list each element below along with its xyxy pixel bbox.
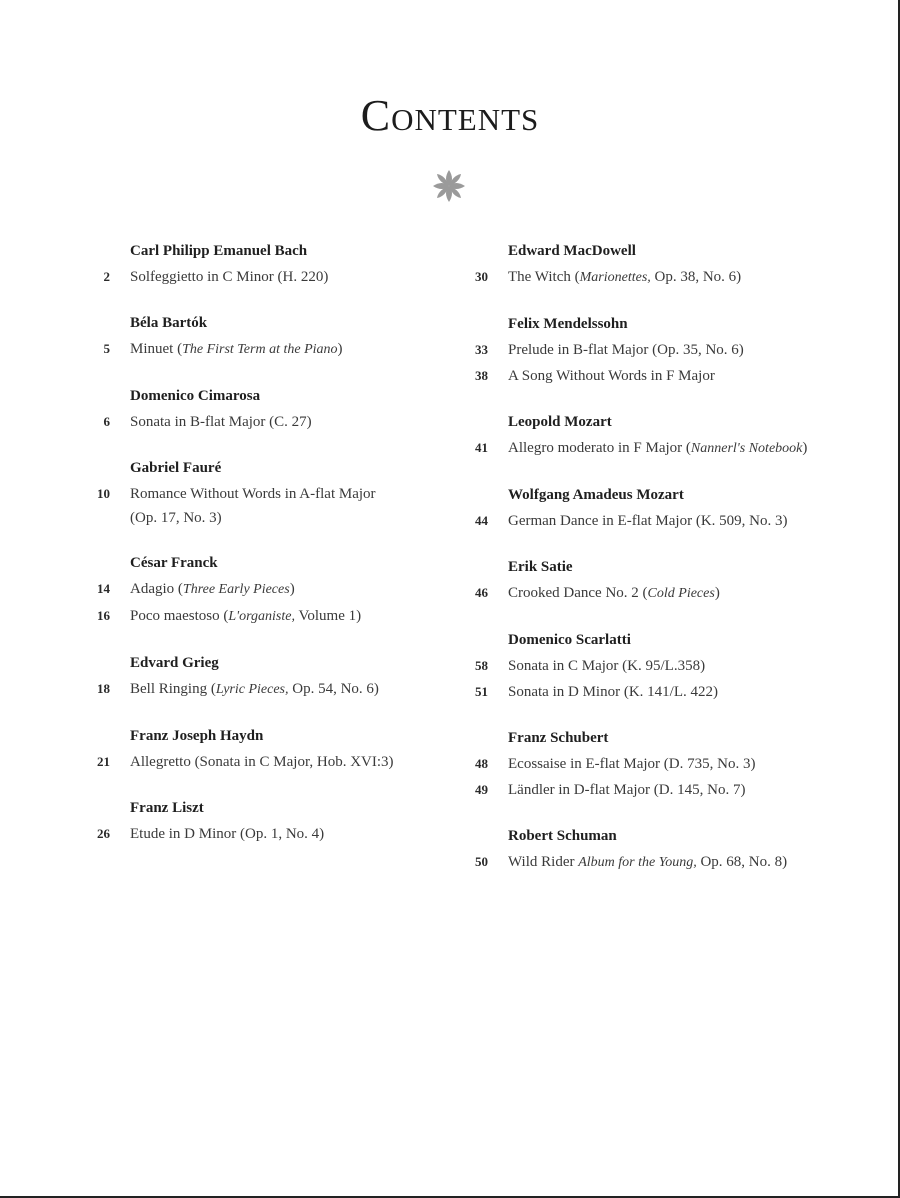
composer-name: Franz Joseph Haydn bbox=[130, 728, 264, 744]
piece-collection-title: Cold Pieces bbox=[647, 586, 715, 601]
piece-entry bbox=[86, 481, 486, 530]
composer-section bbox=[86, 795, 486, 847]
composer-section bbox=[86, 455, 486, 530]
piece-entry bbox=[464, 264, 864, 291]
piece-title-text: Romance Without Words in A-flat Major bbox=[130, 486, 376, 502]
composer-name: César Franck bbox=[130, 555, 218, 571]
piece-title-suffix: ) bbox=[289, 581, 295, 597]
piece-title-suffix: Op. 68, No. 8) bbox=[696, 854, 788, 870]
page-number: 33 bbox=[475, 342, 488, 357]
piece-title bbox=[130, 676, 379, 703]
piece-title bbox=[508, 580, 720, 607]
piece-collection-title: The First Term at the Piano bbox=[182, 342, 338, 357]
piece-title-suffix: Op. 54, No. 6) bbox=[288, 681, 379, 697]
composer-section bbox=[86, 310, 486, 363]
piece-entry bbox=[464, 653, 864, 679]
piece-title bbox=[508, 337, 744, 363]
piece-title-suffix: ) bbox=[802, 440, 808, 456]
piece-title-text: Solfeggietto in C Minor (H. 220) bbox=[130, 269, 329, 285]
piece-title bbox=[130, 749, 394, 775]
piece-title bbox=[508, 435, 807, 462]
piece-title-suffix: Volume 1) bbox=[294, 608, 362, 624]
page-number: 5 bbox=[103, 341, 110, 356]
piece-entry bbox=[464, 337, 864, 363]
piece-title bbox=[130, 821, 324, 847]
composer-section bbox=[86, 723, 486, 775]
composer-section bbox=[464, 627, 864, 705]
piece-entry bbox=[86, 336, 486, 363]
page-number: 21 bbox=[97, 754, 110, 769]
piece-collection-title: Nannerl's Notebook bbox=[690, 441, 803, 456]
composer-name: Gabriel Fauré bbox=[130, 460, 222, 476]
piece-entry bbox=[86, 409, 486, 435]
composer-name: Leopold Mozart bbox=[508, 414, 612, 430]
contents-column-left bbox=[86, 238, 486, 867]
page-title: Contents bbox=[360, 91, 540, 140]
leaf-ornament-icon bbox=[429, 166, 469, 206]
piece-collection-title: Album for the Young, bbox=[578, 855, 697, 870]
piece-entry bbox=[86, 821, 486, 847]
piece-title bbox=[130, 576, 295, 603]
composer-section bbox=[86, 650, 486, 703]
page-number: 46 bbox=[475, 585, 488, 600]
piece-title-text: Allegretto (Sonata in C Major, Hob. XVI:3) bbox=[130, 754, 394, 770]
composer-name: Béla Bartók bbox=[130, 315, 208, 331]
piece-title bbox=[130, 603, 361, 630]
piece-title-text: Sonata in D Minor (K. 141/L. 422) bbox=[508, 684, 718, 700]
piece-entry bbox=[86, 576, 486, 603]
piece-title-text: A Song Without Words in F Major bbox=[508, 368, 715, 384]
composer-name: Carl Philipp Emanuel Bach bbox=[130, 243, 308, 259]
piece-title-text: Bell Ringing ( bbox=[130, 681, 216, 697]
page-number: 30 bbox=[475, 269, 488, 284]
composer-section bbox=[464, 725, 864, 803]
composer-name: Wolfgang Amadeus Mozart bbox=[508, 487, 684, 503]
piece-title-text: Ländler in D-flat Major (D. 145, No. 7) bbox=[508, 782, 746, 798]
page-number: 50 bbox=[475, 854, 488, 869]
piece-title bbox=[130, 264, 328, 290]
composer-section bbox=[86, 550, 486, 630]
piece-title-text: Sonata in B-flat Major (C. 27) bbox=[130, 414, 312, 430]
piece-entry bbox=[464, 435, 864, 462]
piece-title bbox=[130, 481, 376, 530]
piece-title-suffix: Op. 38, No. 6) bbox=[650, 269, 742, 285]
piece-entry bbox=[464, 580, 864, 607]
piece-title-text: Etude in D Minor (Op. 1, No. 4) bbox=[130, 826, 325, 842]
piece-title-text: The Witch ( bbox=[508, 269, 580, 285]
composer-name: Robert Schuman bbox=[508, 828, 617, 844]
page-number: 16 bbox=[97, 608, 110, 623]
composer-name: Domenico Cimarosa bbox=[130, 388, 261, 404]
page-number: 26 bbox=[97, 826, 110, 841]
page-number: 48 bbox=[475, 756, 488, 771]
piece-title-text: Ecossaise in E-flat Major (D. 735, No. 3) bbox=[508, 756, 756, 772]
piece-title bbox=[508, 264, 741, 291]
piece-title bbox=[508, 653, 705, 679]
composer-section bbox=[464, 482, 864, 534]
page-number: 38 bbox=[475, 368, 488, 383]
piece-title bbox=[508, 777, 745, 803]
piece-entry bbox=[464, 751, 864, 777]
page-number: 49 bbox=[475, 782, 488, 797]
page-number: 51 bbox=[475, 684, 488, 699]
composer-section bbox=[464, 823, 864, 876]
composer-name: Franz Liszt bbox=[130, 800, 204, 816]
piece-entry bbox=[86, 264, 486, 290]
piece-title bbox=[508, 508, 788, 534]
page-number: 10 bbox=[97, 486, 110, 501]
composer-section bbox=[86, 383, 486, 435]
composer-name: Felix Mendelssohn bbox=[508, 316, 628, 332]
page-number: 41 bbox=[475, 440, 488, 455]
piece-title-text: Adagio ( bbox=[130, 581, 183, 597]
composer-section bbox=[464, 238, 864, 291]
piece-entry bbox=[464, 849, 864, 876]
composer-name: Franz Schubert bbox=[508, 730, 609, 746]
piece-entry bbox=[86, 603, 486, 630]
composer-section bbox=[86, 238, 486, 290]
piece-title-suffix: ) bbox=[714, 585, 720, 601]
contents-column-right bbox=[464, 238, 864, 896]
page-number: 2 bbox=[103, 269, 110, 284]
piece-title-continued: (Op. 17, No. 3) bbox=[130, 510, 222, 526]
composer-section bbox=[464, 409, 864, 462]
piece-title-suffix: ) bbox=[337, 341, 343, 357]
page-number: 44 bbox=[475, 513, 488, 528]
composer-name: Edward MacDowell bbox=[508, 243, 636, 259]
piece-title-text: Prelude in B-flat Major (Op. 35, No. 6) bbox=[508, 342, 744, 358]
piece-title bbox=[508, 849, 787, 876]
piece-title-text: Minuet ( bbox=[130, 341, 183, 357]
page-number: 18 bbox=[97, 681, 110, 696]
piece-collection-title: L'organiste, bbox=[228, 609, 295, 624]
piece-title bbox=[130, 409, 312, 435]
composer-name: Erik Satie bbox=[508, 559, 573, 575]
piece-title bbox=[130, 336, 343, 363]
piece-title-text: German Dance in E-flat Major (K. 509, No. 3) bbox=[508, 513, 788, 529]
piece-entry bbox=[464, 363, 864, 389]
piece-entry bbox=[464, 679, 864, 705]
piece-entry bbox=[464, 777, 864, 803]
piece-collection-title: Lyric Pieces, bbox=[215, 682, 289, 697]
piece-title bbox=[508, 679, 718, 705]
page-number: 58 bbox=[475, 658, 488, 673]
piece-collection-title: Marionettes, bbox=[579, 270, 651, 285]
piece-title bbox=[508, 751, 755, 777]
piece-collection-title: Three Early Pieces bbox=[182, 582, 290, 597]
piece-entry bbox=[86, 676, 486, 703]
composer-name: Domenico Scarlatti bbox=[508, 632, 631, 648]
piece-entry bbox=[86, 749, 486, 775]
page-number: 14 bbox=[97, 581, 110, 596]
piece-title-text: Crooked Dance No. 2 ( bbox=[508, 585, 648, 601]
piece-title-text: Sonata in C Major (K. 95/L.358) bbox=[508, 658, 706, 674]
page-number: 6 bbox=[103, 414, 110, 429]
piece-title bbox=[508, 363, 715, 389]
composer-section bbox=[464, 311, 864, 389]
piece-title-text: Poco maestoso ( bbox=[130, 608, 229, 624]
piece-title-text: Wild Rider bbox=[508, 854, 579, 870]
composer-section bbox=[464, 554, 864, 607]
piece-entry bbox=[464, 508, 864, 534]
composer-name: Edvard Grieg bbox=[130, 655, 219, 671]
piece-title-text: Allegro moderato in F Major ( bbox=[508, 440, 691, 456]
